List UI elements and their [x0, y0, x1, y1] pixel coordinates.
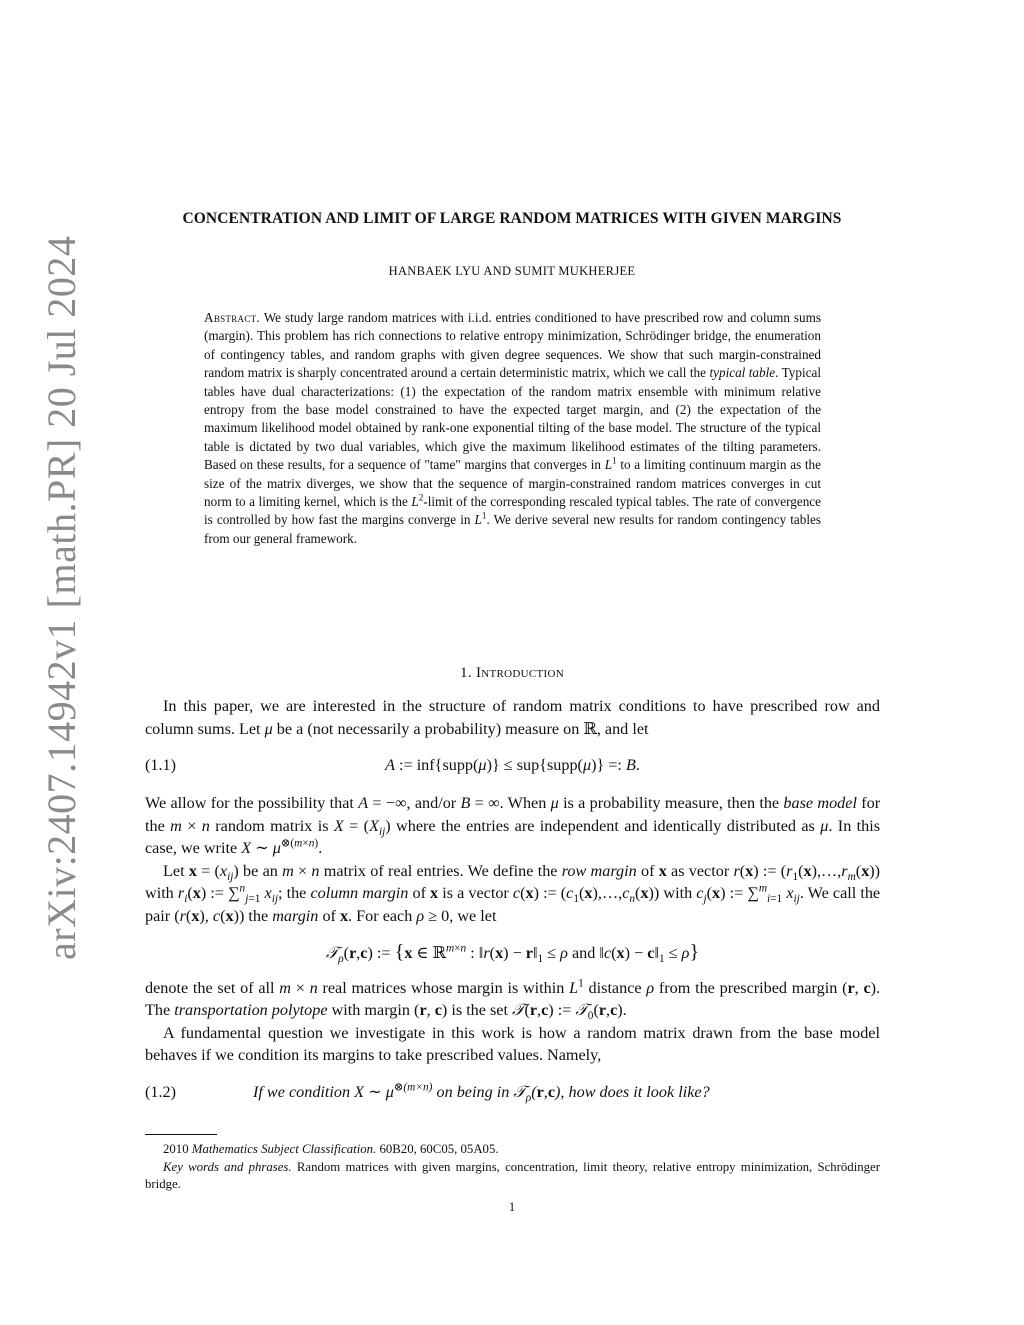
footnotes [145, 1141, 880, 1194]
paragraph-5: A fundamental question we investigate in this work is how a random matrix drawn from the base model behaves if we condition its margins to take prescribed values. Namely, [145, 1023, 880, 1064]
footnote-keywords: Key words and phrases. Random matrices with given margins, concentration, limit theory, relative entropy minimization, Schrödinger bridge. [145, 1159, 880, 1192]
paragraph-1: In this paper, we are interested in the structure of random matrix conditions to have prescribed row and column sums. Let μ be a (not necessarily a probability) measure on ℝ, and let [145, 697, 880, 738]
abstract-typical-table: typical table [709, 365, 776, 381]
paragraph-2: We allow for the possibility that A = −∞, and/or B = ∞. When μ is a probability measure, then the base model for the m × n random matrix is $X = (X_{ij})$ where the entries are independent and identically distributed as μ. In this case, we write X ∼ $\mu^{\otimes(m\times n)}$. [145, 794, 881, 857]
abstract: Abstract. We study large random matrices with i.i.d. entries conditioned to have prescribed row and column sums (margin). This problem has rich connections to relative entropy minimization, Schrödinger bridge, the enumeration of contingency tables, and random graphs with given degree sequences. We show that such margin-constrained random matrix is sharply concentrated around a certain deterministic matrix, which we call the typical table. Typical tables have dual characterizations: (1) the expectation of the random matrix ensemble with minimum relative entropy from the base model constrained to have the expected target margin, and (2) the expectation of the maximum likelihood model obtained by rank-one exponential tilting of the base model. The structure of the typical table is dictated by two dual variables, which give the maximum likelihood estimates of the tilting parameters. Based on these results, for a sequence of "tame" margins that converges in $L^1$ to a limiting continuum margin as the size of the matrix diverges, we show that the sequence of margin-constrained random matrices converges in cut norm to a limiting kernel, which is the $L^2$-limit of the corresponding rescaled typical tables. The rate of convergence is controlled by how fast the margins converge in $L^1$. We derive several new results for random contingency tables from our general framework. [204, 310, 822, 546]
section-title: Introduction [475, 665, 564, 681]
page-number: 1 [508, 1200, 516, 1214]
equation-1-2: (1.2) If we condition X ∼ $\mu^{\otimes(m\times n)}$ on being in 𝒯$_\rho$(r,c), how does it look like? [145, 1081, 710, 1104]
footnote-msc: 2010 Mathematics Subject Classification. 60B20, 60C05, 05A05. [163, 1142, 499, 1156]
authors: HANBAEK LYU AND SUMIT MUKHERJEE [388, 264, 636, 278]
abstract-text-1: We study large random matrices with i.i.d. entries conditioned to have prescribed row and column sums (margin). This problem has rich connections to relative entropy minimization, Schrödinger bridge, the enumeration of contingency tables, and random graphs with given degree sequences. We show that such margin-constrained random matrix is sharply concentrated around a certain deterministic matrix, which we call the [204, 310, 822, 381]
transportation-set-definition: 𝒯$_\rho$(r,c) := {x ∈ ℝ$^{m\times n}$ : ‖r(x) − $r‖_1 \le \rho$ and ‖c(x) − $c‖_1 \le \rho$} [325, 941, 700, 966]
paper-title: CONCENTRATION AND LIMIT OF LARGE RANDOM MATRICES WITH GIVEN MARGINS [182, 210, 842, 227]
body-text [145, 695, 880, 1119]
abstract-text-4: -limit of the corresponding rescaled typical tables. The rate of convergence is controlled by how fast the margins converge in [204, 494, 821, 528]
abstract-text-3: to a limiting continuum margin as the size of the matrix diverges, we show that the sequence of margin-constrained random matrices converges in cut norm to a limiting kernel, which is the [204, 457, 822, 510]
section-number: 1. [460, 665, 472, 681]
equation-1-1: (1.1) A := inf{supp(μ)} ≤ sup{supp(μ)} =: B. [145, 754, 880, 776]
abstract-text-2: . Typical tables have dual characterizations: (1) the expectation of the random matrix ensemble with minimum relative entropy from the base model constrained to have the expected target margin, and (2) the expectation of the maximum likelihood model obtained by rank-one exponential tilting of the base model. The structure of the typical table is dictated by two dual variables, which give the maximum likelihood estimates of the tilting parameters. Based on these results, for a sequence of "tame" margins that converges in [204, 365, 822, 473]
abstract-label: Abstract. [204, 310, 261, 325]
abstract-text-5: . We derive several new results for random contingency tables from our general framework. [204, 512, 822, 546]
paragraph-4: denote the set of all m × n real matrices whose margin is within $L^1$ distance ρ from the prescribed margin (r, c). The transportation polytope with margin (r, c) is the set 𝒯(r,c) := 𝒯$_0$(r,c). [145, 977, 881, 1023]
paragraph-3: Let $x = (x_{ij})$ be an m × n matrix of real entries. We define the row margin of x as vector r(x) := $(r_1(x),\dots,r_m(x))$ with $r_i(x)$ := ∑$^n_{j=1}$ $x_{ij}$; the column margin of x is a vector c(x) := $(c_1(x),\dots,c_n(x))$ with $c_j(x)$ := ∑$^m_{i=1}$ $x_{ij}$. We call the pair (r(x), c(x)) the margin of x. For each ρ ≥ 0, we let [145, 861, 881, 925]
equation-number: (1.1) [145, 756, 177, 774]
section-heading [0, 665, 1024, 682]
arxiv-identifier: arXiv:2407.14942v1 [math.PR] 20 Jul 2024 [39, 235, 84, 960]
footnote-rule [145, 1134, 217, 1135]
equation-number: (1.2) [145, 1082, 177, 1101]
